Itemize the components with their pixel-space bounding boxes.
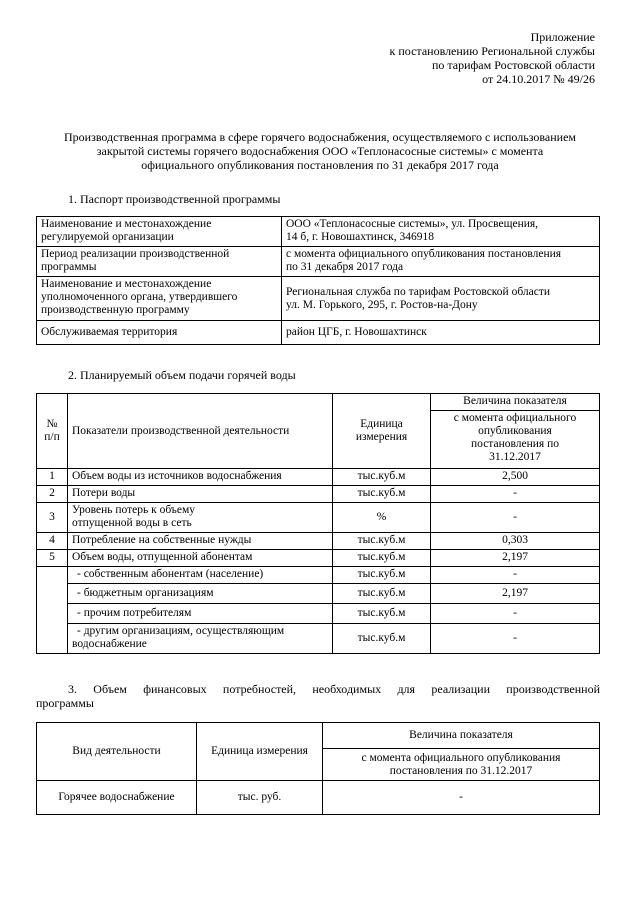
row-indicator: - собственным абонентам (население) [68, 567, 333, 584]
section2-heading: 2. Планируемый объем подачи горячей воды [68, 368, 296, 382]
col-number-header: № п/п [37, 394, 68, 469]
section3-heading: 3. Объем финансовых потребностей, необходимых для реализации производственной программы [36, 682, 600, 710]
row-number: 2 [37, 486, 68, 503]
row-value: - [431, 604, 600, 624]
table-header-row [37, 723, 600, 749]
table-header-row [37, 394, 600, 411]
table-row [37, 584, 600, 604]
row-value: 2,197 [431, 584, 600, 604]
col-indicator-header: Показатели производственной деятельности [68, 394, 333, 469]
row-value: - [323, 781, 600, 815]
col-activity-header: Вид деятельности [37, 723, 197, 781]
annex-line: по тарифам Ростовской области [431, 58, 595, 72]
row-unit: тыс. руб. [197, 781, 323, 815]
row-number: 5 [37, 550, 68, 567]
row-unit: тыс.куб.м [333, 550, 431, 567]
col-period-header: с момента официального опубликования постановления по 31.12.2017 [431, 411, 600, 469]
row-indicator: - бюджетным организациям [68, 584, 333, 604]
table-row [37, 624, 600, 654]
row-indicator: - прочим потребителям [68, 604, 333, 624]
row-unit: тыс.куб.м [333, 567, 431, 584]
row-number [37, 567, 68, 654]
col-unit-header: Единица измерения [333, 394, 431, 469]
annex-line: к постановлению Региональной службы [389, 44, 595, 58]
title-line: закрытой системы горячего водоснабжения ООО «Теплонасосные системы» с момента [96, 144, 544, 158]
table-row [37, 550, 600, 567]
document-title [40, 130, 600, 172]
passport-table [36, 216, 600, 345]
col-value-header: Величина показателя [431, 394, 600, 411]
row-number: 3 [37, 503, 68, 533]
table-row [37, 321, 600, 345]
passport-label: Период реализации производственной программы [37, 247, 282, 277]
row-unit: тыс.куб.м [333, 486, 431, 503]
row-unit: тыс.куб.м [333, 604, 431, 624]
row-unit: тыс.куб.м [333, 584, 431, 604]
table-row [37, 781, 600, 815]
annex-line: Приложение [530, 30, 595, 44]
table-row [37, 533, 600, 550]
row-value: - [431, 624, 600, 654]
table-row [37, 604, 600, 624]
annex-line: от 24.10.2017 № 49/26 [482, 72, 595, 86]
row-unit: тыс.куб.м [333, 624, 431, 654]
row-value: 2,500 [431, 469, 600, 486]
row-number: 1 [37, 469, 68, 486]
passport-label: Наименование и местонахождение уполномоченного органа, утвердившего производственную программу [37, 277, 282, 321]
row-value: 0,303 [431, 533, 600, 550]
finance-table [36, 722, 600, 815]
passport-value: ООО «Теплонасосные системы», ул. Просвещения, 14 б, г. Новошахтинск, 346918 [282, 217, 600, 247]
row-indicator: - другим организациям, осуществляющим водоснабжение [68, 624, 333, 654]
table-row [37, 503, 600, 533]
col-value-header: Величина показателя [323, 723, 600, 749]
volume-table [36, 393, 600, 654]
table-row [37, 469, 600, 486]
table-row [37, 567, 600, 584]
passport-value: Региональная служба по тарифам Ростовской области ул. М. Горького, 295, г. Ростов-на-Дону [282, 277, 600, 321]
row-indicator: Объем воды, отпущенной абонентам [68, 550, 333, 567]
row-value: 2,197 [431, 550, 600, 567]
passport-label: Обслуживаемая территория [37, 321, 282, 345]
row-value: - [431, 503, 600, 533]
table-row [37, 217, 600, 247]
col-period-header: с момента официального опубликования постановления по 31.12.2017 [323, 749, 600, 781]
row-value: - [431, 567, 600, 584]
row-value: - [431, 486, 600, 503]
passport-value: район ЦГБ, г. Новошахтинск [282, 321, 600, 345]
title-line: Производственная программа в сфере горячего водоснабжения, осуществляемого с использованием [63, 130, 577, 144]
passport-value: с момента официального опубликования постановления по 31 декабря 2017 года [282, 247, 600, 277]
row-unit: тыс.куб.м [333, 469, 431, 486]
row-indicator: Потери воды [68, 486, 333, 503]
table-row [37, 277, 600, 321]
row-number: 4 [37, 533, 68, 550]
table-row [37, 247, 600, 277]
row-indicator: Потребление на собственные нужды [68, 533, 333, 550]
row-unit: % [333, 503, 431, 533]
row-activity: Горячее водоснабжение [37, 781, 197, 815]
passport-label: Наименование и местонахождение регулируемой организации [37, 217, 282, 247]
col-unit-header: Единица измерения [197, 723, 323, 781]
annex-block [390, 30, 595, 86]
row-indicator: Объем воды из источников водоснабжения [68, 469, 333, 486]
section1-heading: 1. Паспорт производственной программы [68, 192, 281, 206]
table-row [37, 486, 600, 503]
title-line: официального опубликования постановления по 31 декабря 2017 года [141, 158, 499, 172]
row-unit: тыс.куб.м [333, 533, 431, 550]
row-indicator: Уровень потерь к объему отпущенной воды в сеть [68, 503, 333, 533]
